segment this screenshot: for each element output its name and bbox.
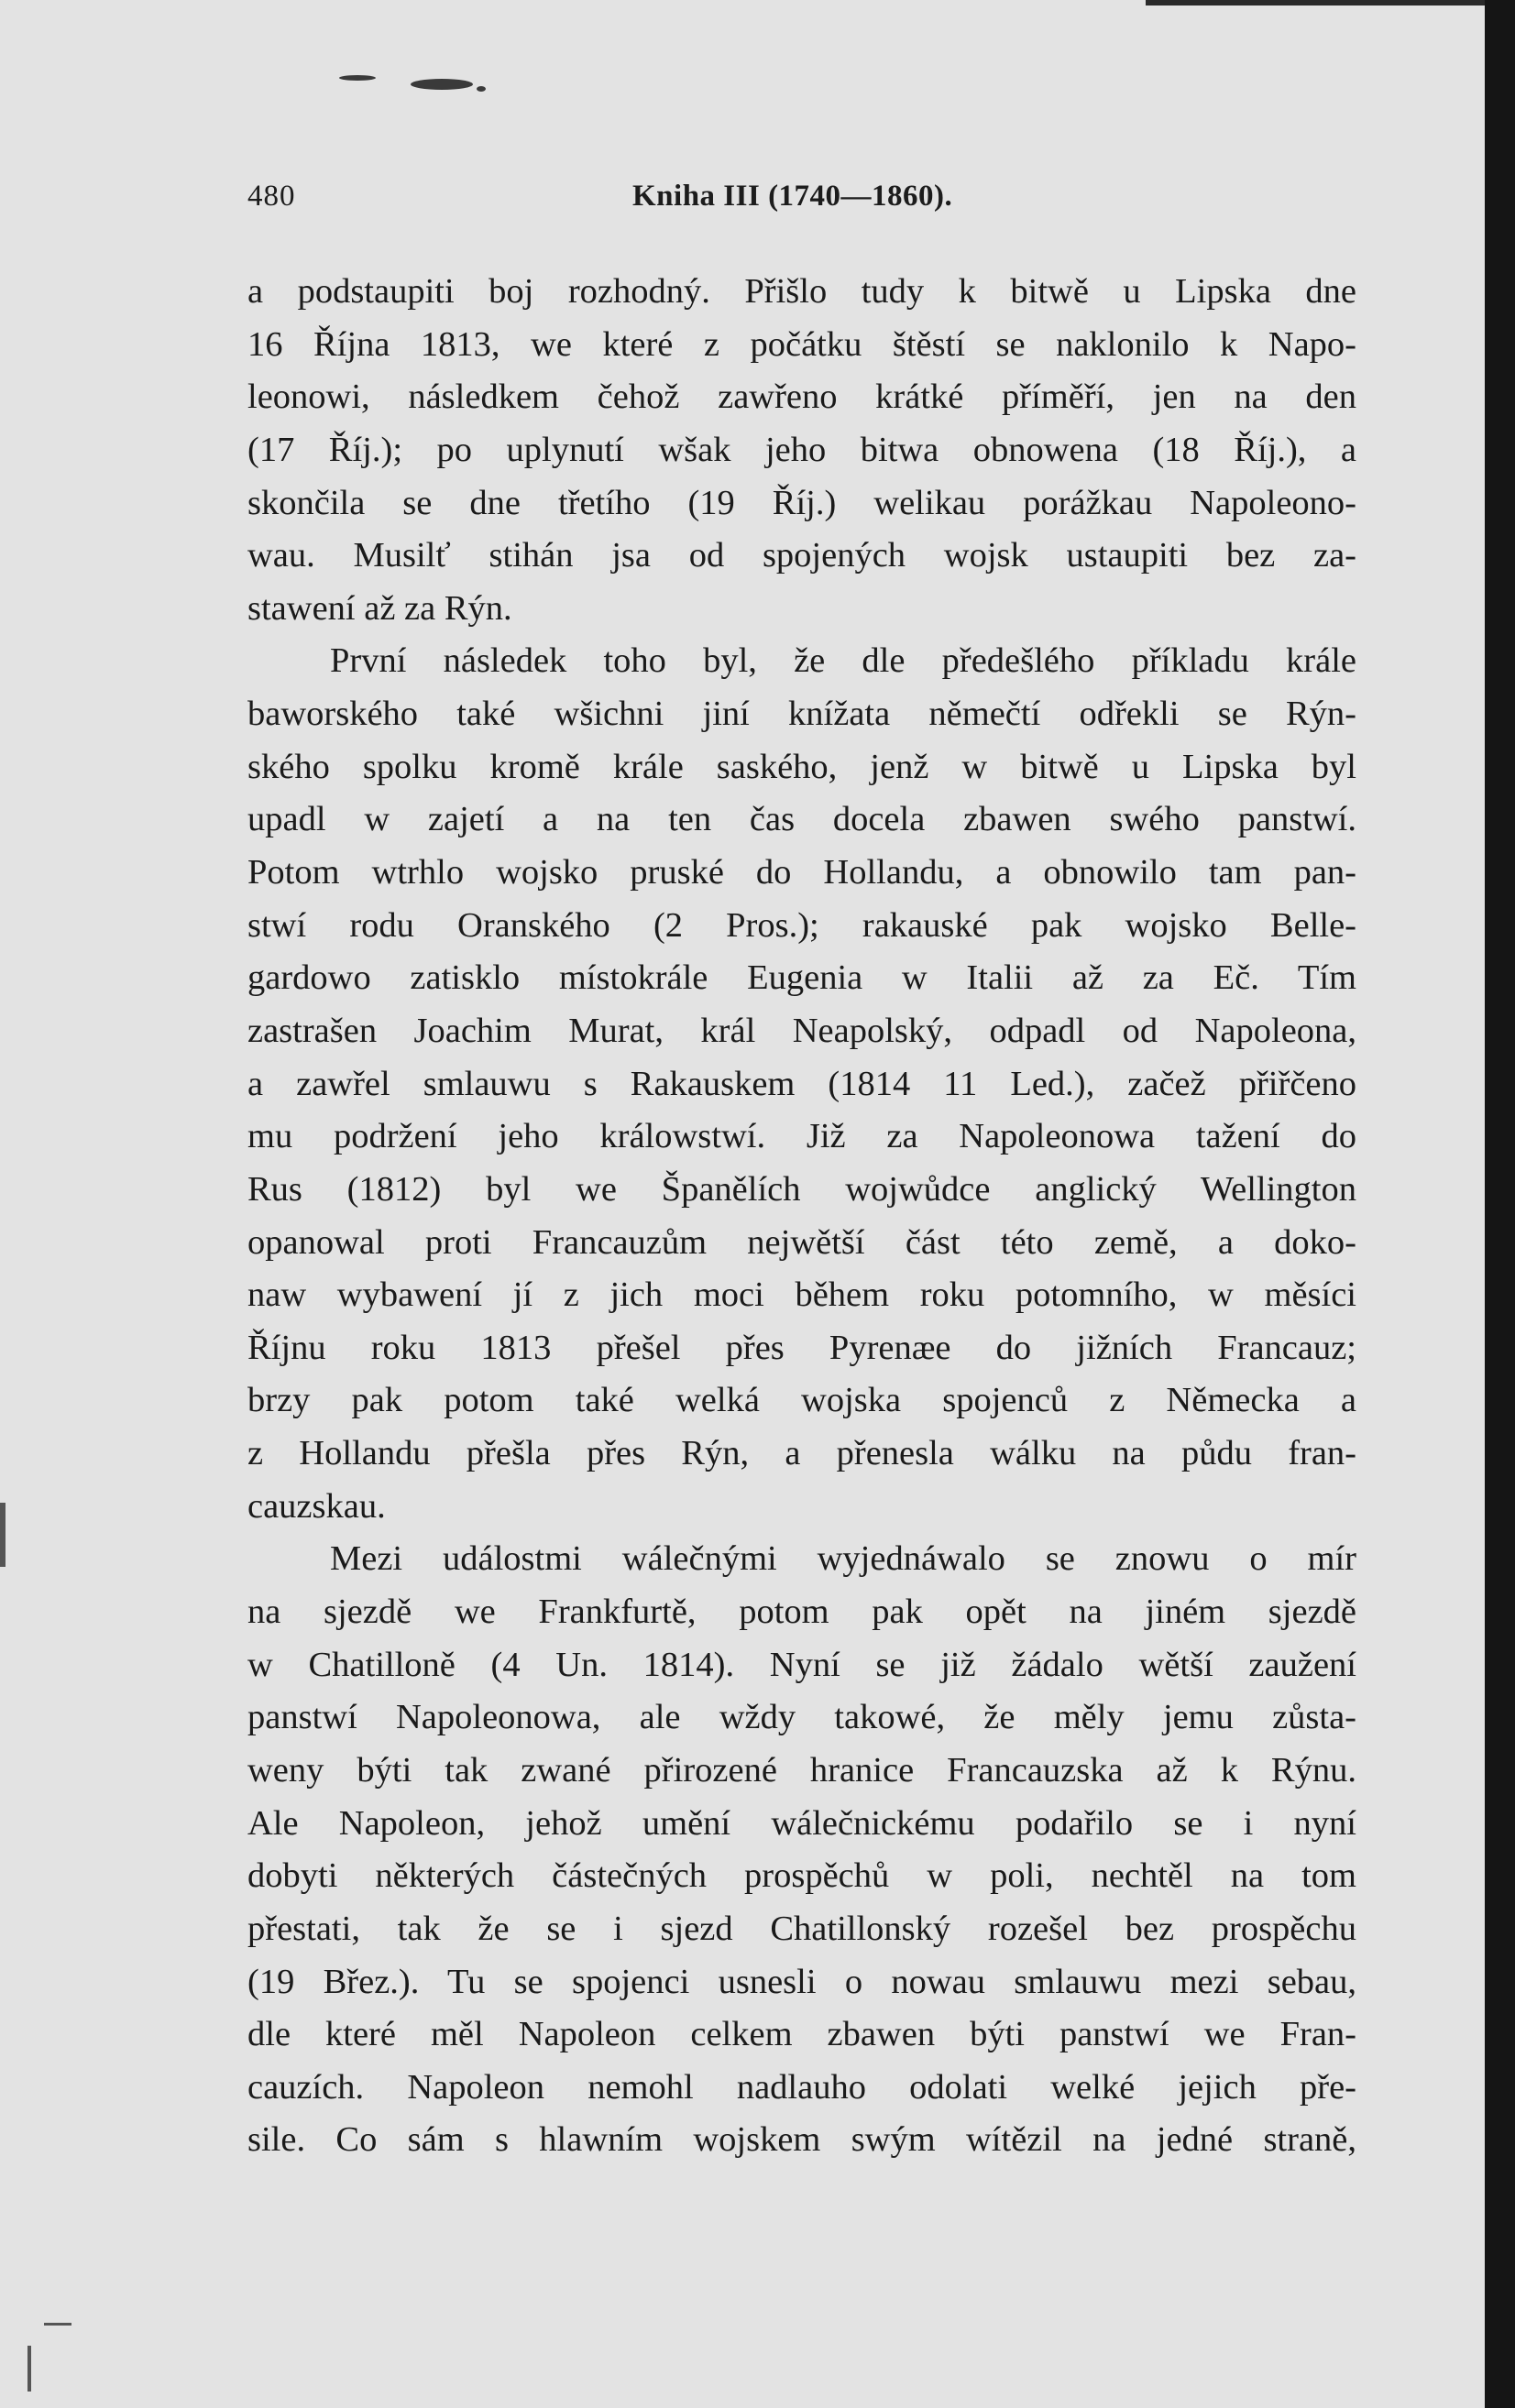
text-line: leonowi, následkem čehož zawřeno krátké příměří, jen na den xyxy=(247,378,1356,417)
text-line: naw wybawení jí z jich moci během roku potomního, w měsíci xyxy=(247,1275,1356,1315)
paragraph xyxy=(247,635,1356,1533)
text-line: opanowal proti Francauzům nejwětší část této země, a doko- xyxy=(247,1222,1356,1262)
text-line: ského spolku kromě krále saského, jenž w bitwě u Lipska byl xyxy=(247,747,1356,786)
text-line: cauzskau. xyxy=(247,1486,386,1526)
body-text xyxy=(247,266,1356,2167)
scan-edge-top xyxy=(1146,0,1485,5)
running-head xyxy=(247,180,1356,225)
text-line: brzy pak potom také welká wojska spojenců z Německa a xyxy=(247,1381,1356,1420)
page-number: 480 xyxy=(247,180,296,213)
text-line: weny býti tak zwané přirozené hranice Francauzska až k Rýnu. xyxy=(247,1750,1356,1790)
text-line: Mezi událostmi wálečnými wyjednáwalo se znowu o mír xyxy=(330,1539,1356,1579)
running-title: Kniha III (1740—1860). xyxy=(632,180,953,213)
paragraph xyxy=(247,266,1356,635)
text-line: zastrašen Joachim Murat, král Neapolský, odpadl od Napoleona, xyxy=(247,1011,1356,1050)
text-line: Říjnu roku 1813 přešel přes Pyrenæe do jižních Francauz; xyxy=(247,1328,1356,1367)
text-line: přestati, tak že se i sjezd Chatillonský rozešel bez prospěchu xyxy=(247,1909,1356,1948)
text-line: Ale Napoleon, jehož umění wálečnickému podařilo se i nyní xyxy=(247,1803,1356,1843)
text-line: upadl w zajetí a na ten čas docela zbawen swého panstwí. xyxy=(247,800,1356,839)
text-line: stwí rodu Oranského (2 Pros.); rakauské pak wojsko Belle- xyxy=(247,905,1356,945)
edge-mark xyxy=(0,1503,5,1567)
text-line: baworského také wšichni jiní knížata němečtí odřekli se Rýn- xyxy=(247,695,1356,734)
ink-smudge xyxy=(411,79,473,90)
ink-smudge xyxy=(477,86,486,92)
ink-smudge xyxy=(339,75,376,81)
text-line: dle které měl Napoleon celkem zbawen býti panstwí we Fran- xyxy=(247,2015,1356,2054)
edge-mark xyxy=(44,2323,71,2326)
text-line: stawení až za Rýn. xyxy=(247,588,512,628)
text-line: Rus (1812) byl we Španělích wojwůdce anglický Wellington xyxy=(247,1169,1356,1209)
text-line: mu podržení jeho králowstwí. Již za Napoleonowa tažení do xyxy=(247,1117,1356,1156)
text-line: dobyti některých částečných prospěchů w poli, nechtěl na tom xyxy=(247,1856,1356,1896)
text-line: a zawřel smlauwu s Rakauskem (1814 11 Led.), začež přiřčeno xyxy=(247,1064,1356,1103)
text-line: První následek toho byl, že dle předešlého příkladu krále xyxy=(330,641,1356,681)
text-line: a podstaupiti boj rozhodný. Přišlo tudy k bitwě u Lipska dne xyxy=(247,272,1356,311)
text-line: 16 Října 1813, we které z počátku štěstí se naklonilo k Napo- xyxy=(247,324,1356,364)
text-line: w Chatilloně (4 Un. 1814). Nyní se již žádalo wětší zaužení xyxy=(247,1645,1356,1684)
text-line: skončila se dne třetího (19 Říj.) welikau porážkau Napoleono- xyxy=(247,483,1356,522)
scan-edge-right xyxy=(1485,0,1515,2408)
text-line: panstwí Napoleonowa, ale wždy takowé, že měly jemu zůsta- xyxy=(247,1698,1356,1737)
text-line: (17 Říj.); po uplynutí wšak jeho bitwa obnowena (18 Říj.), a xyxy=(247,430,1356,469)
paragraph xyxy=(247,1533,1356,2167)
text-line: gardowo zatisklo místokrále Eugenia w Italii až za Eč. Tím xyxy=(247,958,1356,998)
text-line: sile. Co sám s hlawním wojskem swým wítězil na jedné straně, xyxy=(247,2120,1356,2160)
text-line: na sjezdě we Frankfurtě, potom pak opět na jiném sjezdě xyxy=(247,1593,1356,1632)
text-line: (19 Břez.). Tu se spojenci usnesli o nowau smlauwu mezi sebau, xyxy=(247,1962,1356,2001)
edge-mark xyxy=(27,2346,31,2392)
text-line: cauzích. Napoleon nemohl nadlauho odolati welké jejich pře- xyxy=(247,2067,1356,2107)
text-line: wau. Musilť stihán jsa od spojených wojsk ustaupiti bez za- xyxy=(247,536,1356,575)
text-line: z Hollandu přešla přes Rýn, a přenesla wálku na půdu fran- xyxy=(247,1434,1356,1473)
text-line: Potom wtrhlo wojsko pruské do Hollandu, a obnowilo tam pan- xyxy=(247,853,1356,892)
